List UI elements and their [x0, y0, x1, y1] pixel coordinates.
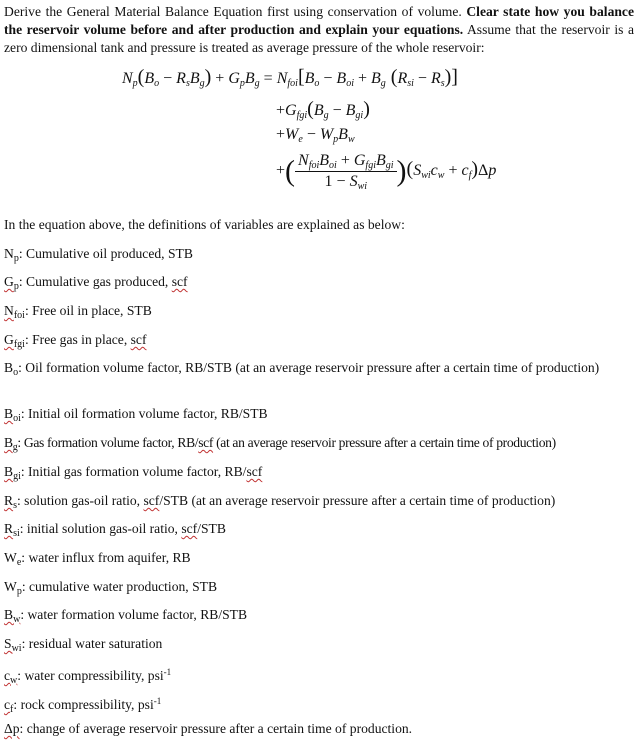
problem-statement — [4, 3, 634, 57]
definition-text-tail: (at an average reservoir pressure after a certain time of production) — [213, 435, 556, 450]
definition-text: : Initial oil formation volume factor, RB/STB — [20, 406, 268, 421]
definition-item — [4, 492, 630, 515]
variable-symbol: $c_f$ — [4, 697, 14, 715]
intro-text-continued: Assume that the reservoir is a zero dimensional tank and pressure is treated as average pressure of the whole reservoir: — [4, 22, 634, 55]
variable-symbol: Δp — [4, 721, 20, 736]
variable-symbol: $c_w$ — [4, 668, 18, 686]
variable-symbol: $N_{foi}$ — [4, 303, 25, 321]
definition-text: : Free gas in place, — [24, 332, 131, 347]
equation-line-2: $+G_{fgi}(B_g - B_{gi})$ — [276, 98, 370, 121]
definition-text: : water influx from aquifer, RB — [21, 550, 191, 565]
definition-text: : cumulative water production, STB — [21, 579, 218, 594]
variable-symbol: $B_o$ — [4, 360, 19, 378]
variable-symbol: $R_{si}$ — [4, 521, 20, 539]
definition-text: : Cumulative gas produced, — [18, 274, 172, 289]
definition-text: : Initial gas formation volume factor, RB/ — [20, 464, 247, 479]
variable-symbol: $G_p$ — [4, 274, 19, 292]
variable-symbol: $W_e$ — [4, 550, 22, 568]
definition-text: : Oil formation volume factor, RB/STB (at an average reservoir pressure after a certain time of production) — [18, 360, 600, 375]
definition-item — [4, 692, 630, 719]
unit-text: scf — [130, 332, 147, 347]
exponent: -1 — [163, 667, 172, 677]
definition-text: : change of average reservoir pressure after a certain time of production. — [19, 721, 413, 736]
definition-text: : Gas formation volume factor, RB/ — [17, 435, 199, 450]
unit-text: scf — [181, 521, 198, 536]
definition-text: : Free oil in place, STB — [24, 303, 152, 318]
unit-text: scf — [171, 274, 188, 289]
unit-text: scf — [198, 435, 214, 450]
variable-symbol: $N_p$ — [4, 246, 19, 264]
equation-line-4: +( $\frac{N_{foi}B_{oi} + G_{fgi}B_{gi}}{1 - S_{wi}}$ )$(S_{wi}c_w + c_f)\Delta p$ — [276, 152, 497, 192]
definition-item — [4, 405, 630, 428]
unit-text: scf — [246, 464, 263, 479]
definitions-lead-in: In the equation above, the definitions of variables are explained as below: — [4, 217, 405, 232]
intro-text: Derive the General Material Balance Equation first using conservation of volume. — [4, 4, 467, 19]
variable-symbol: $B_g$ — [4, 435, 18, 453]
variable-symbol: $S_{wi}$ — [4, 636, 22, 654]
definition-item — [4, 549, 630, 572]
definition-item — [4, 520, 630, 543]
intro-bold-text: Clear state how you balance the reservoir volume before and after production and explain your equations. — [4, 4, 634, 37]
definition-item — [4, 463, 630, 486]
variable-symbol: $B_w$ — [4, 607, 21, 625]
definition-item — [4, 663, 630, 690]
variable-symbol: $R_s$ — [4, 493, 17, 511]
exponent: -1 — [153, 696, 162, 706]
definition-item — [4, 720, 630, 738]
variable-symbol: $B_{gi}$ — [4, 464, 21, 482]
variable-symbol: $G_{fgi}$ — [4, 332, 25, 350]
variable-symbol: $B_{oi}$ — [4, 406, 21, 424]
definition-item — [4, 434, 630, 457]
definition-item — [4, 245, 630, 268]
definition-item — [4, 359, 630, 382]
definition-item — [4, 606, 630, 629]
definition-text: : residual water saturation — [21, 636, 163, 651]
definition-text: : water formation volume factor, RB/STB — [20, 607, 248, 622]
variable-symbol: $W_p$ — [4, 579, 22, 597]
definition-item — [4, 578, 630, 601]
definition-item — [4, 273, 630, 296]
unit-text: scf — [143, 493, 160, 508]
definition-text: : Cumulative oil produced, STB — [18, 246, 193, 261]
definition-text-tail: /STB — [197, 521, 226, 536]
definition-item — [4, 635, 630, 658]
definition-text: : water compressibility, psi — [17, 668, 164, 683]
equation-line-1: $N_p(B_o - R_sB_g) + G_pB_g = N_{foi}[B_o - B_{oi} + B_g$ $(R_{si} - R_s)$] — [122, 66, 458, 89]
definition-text-tail: /STB (at an average reservoir pressure after a certain time of production) — [159, 493, 556, 508]
definition-item — [4, 302, 630, 325]
equation-line-3: $+W_e - W_pB_w$ — [276, 126, 355, 145]
definition-text: : initial solution gas-oil ratio, — [19, 521, 182, 536]
definition-item — [4, 331, 630, 354]
definition-text: : rock compressibility, psi — [13, 697, 154, 712]
definition-text: : solution gas-oil ratio, — [16, 493, 144, 508]
